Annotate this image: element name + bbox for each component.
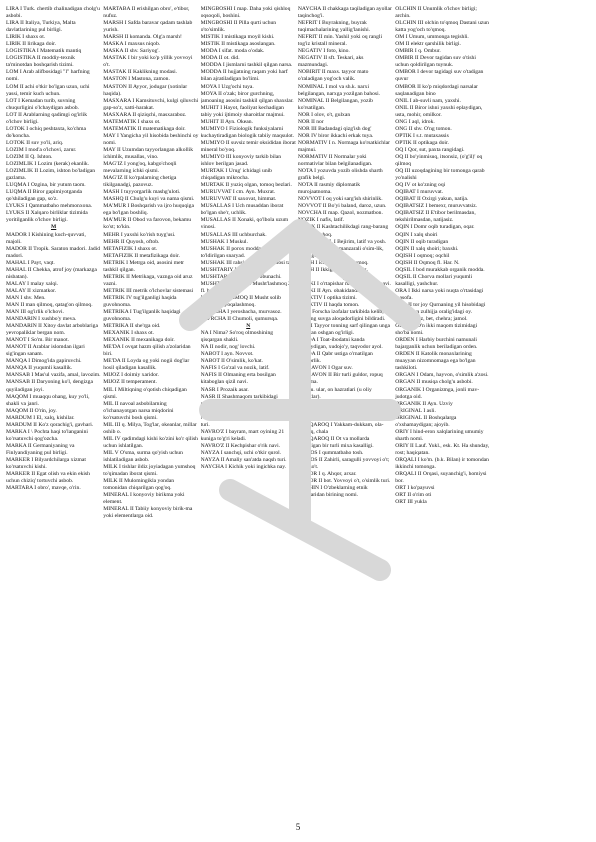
dictionary-entry: MASXARA I Kamsituvchi, kulgi qiluvchi gap-so'z, xatti-harakat. xyxy=(103,97,199,111)
column-1 xyxy=(6,6,103,818)
dictionary-entry: OQSIL II Chorva mollari yuqumli kasalligi, yashchur. xyxy=(395,273,473,287)
dictionary-entry: MUSHAK I Muskul. xyxy=(200,238,248,245)
dictionary-entry: ONG II shv. O'ng tomon. xyxy=(395,125,452,132)
dictionary-entry: MISTIK I mistikaga moyil kishi. xyxy=(200,34,275,41)
dictionary-entry: OLMOS I qummatbaho tosh. xyxy=(297,449,364,456)
dictionary-entry: NOZIK II Kashtachilikdagi rang-barang nafis munchoq. xyxy=(297,224,389,238)
dictionary-entry: ORAZ II O'n ikki maqom tizimidagi sho'ba nomi. xyxy=(395,323,478,337)
dictionary-entry: NAVO I Kuy, ohang, xonish. xyxy=(200,407,266,414)
dictionary-entry: ONIL II Biror ishni yaxshi eplaydigan, usta, mohir, omilkor. xyxy=(395,104,483,118)
dictionary-entry: OMBOR I devor tagidagi suv o'tadigan quvur xyxy=(395,69,484,83)
dictionary-entry: MUSHAK III rahsiztang uchi to'mosi tan. xyxy=(200,259,295,266)
dictionary-entry: OQ III uzoqdagining bir tomonga qarab yo'nalishi xyxy=(395,168,485,182)
dictionary-entry: MARKER I Bilyardchilarga xizmat ko'rsatuvchi kishi. xyxy=(6,457,86,471)
dictionary-entry: OQIN I xalq shoiri xyxy=(395,231,438,238)
dictionary-entry: MIL III q. Milya, Tog'lar, okeanlar, millar oshib o. xyxy=(103,421,197,435)
dictionary-entry: MAHAL I Payt, vaqt. xyxy=(6,259,55,266)
dictionary-entry: MAY I Yangicha yil hisobida beshinchi oy nomi. xyxy=(103,132,199,146)
dictionary-entry: NOVVOT I oq yoki sarg'ish shirinlik. xyxy=(297,196,383,203)
dictionary-entry: OQIN II xalq shoiri; baxshi. xyxy=(395,245,459,252)
dictionary-entry: MANOT I So'm. Bir manot. xyxy=(6,337,70,344)
dictionary-entry: METRIK I Metrga oid, asosini metr tashkil qilgan. xyxy=(103,259,184,273)
dictionary-entry: ORA II tor joy Qurnaning yil hisobidagi shavvol va zulhijja oralig'idagi oy. xyxy=(395,301,486,316)
dictionary-entry: MAY II Uzumdan tayyorlangan alkollik ichimlik, musallas, vino. xyxy=(103,146,193,160)
dictionary-entry: NORMATIV II Normalar yoki normativlar bilan belgilanadigan. xyxy=(297,153,373,168)
dictionary-entry: MARSH I Safda baravar qadam tashlab yurish. xyxy=(103,20,193,34)
dictionary-entry: NO'SH II Ikkiga ekilgan poyiz. xyxy=(297,266,369,273)
dictionary-entry: MILK I tishlar ildiz joyiadagan yumshoq to'qimadan iborat qismi. xyxy=(103,464,196,478)
dictionary-entry: OLCHIN III olchin to'qmoq Dastani uzun katta yog'och to'qmoq. xyxy=(395,20,489,34)
dictionary-entry: LOT I Kemadan turib, suvning chuqurligini o'lchaydigan asbob. xyxy=(6,97,79,111)
dictionary-entry: OM II elektr qarshilik birligi. xyxy=(395,41,461,48)
dictionary-entry: NOVCHA II map. Qazol, nozmatbon. xyxy=(297,210,383,217)
dictionary-entry: LIRA II Italiya, Turkiya, Malta davlatlarining pul birligi. xyxy=(6,20,76,34)
dictionary-entry: ORAZ I yuz, bet, chehra; jamol. xyxy=(395,316,468,323)
dictionary-entry: METRIK II Metrikaga, vaznga oid aruz vazni. xyxy=(103,273,193,287)
dictionary-entry: MIL IV qadimdagi kishi ko'zini ko'r qilish uchun ishlatilgan. xyxy=(103,435,198,449)
dictionary-entry: OPTIK II optikaga doir. xyxy=(395,139,449,146)
dictionary-entry: MUSALLAS III uchburchak. xyxy=(200,231,267,238)
dictionary-entry: METRIK IV tug'ilganligi haqida guvohnoma. xyxy=(103,294,177,308)
page-number: 5 xyxy=(295,822,301,832)
dictionary-entry: MINGBOSHI I map. Daha yoki qishloq oqsoqoli, boshini. xyxy=(200,6,291,20)
dictionary-entry: OQ IV ot ko'zning oqi xyxy=(395,182,446,189)
dictionary-entry: MO'RCHA II Chumoli, qumursqa. xyxy=(200,316,279,323)
dictionary-entry: METAFIZIK II metafizikaga doir. xyxy=(103,252,180,259)
column-2 xyxy=(103,6,200,818)
dictionary-entry: NAVO II shv. Yarim yoy shaklidagi bezak turi. xyxy=(200,414,295,428)
dictionary-entry: METRIK III metrik o'lchovlar sistemasi xyxy=(103,287,194,294)
dictionary-entry: ORT III yukla xyxy=(395,499,427,506)
dictionary-entry: NA II nodir, nog' lovchi. xyxy=(200,344,256,351)
dictionary-entry: METRIKA I Tug'ilganlik haqidagi guvohnoma. xyxy=(103,309,181,323)
dictionary-entry: MUHIT I Hayot, faoliyat kechadigan tabiy yoki ijtimoiy sharoitlar majmui. xyxy=(200,104,285,118)
dictionary-entry: OBIDA I Toat-ibodatni kanda qilmaydigan, xudojo'y, taqvodor ayol. xyxy=(297,337,383,351)
dictionary-entry: MUSHAK II porox moddasi bilan to'ldirilgan snaryad. xyxy=(200,245,278,259)
dictionary-entry: LUQMA I Ozgina, bir yutum taom. xyxy=(6,182,86,189)
dictionary-page xyxy=(6,6,590,818)
letter-heading: O xyxy=(343,273,348,280)
dictionary-entry: OQIN II oqib turadigan xyxy=(395,238,449,245)
dictionary-entry: MARKA II Germaniyaning va Finlyandiyaning pul birligi. xyxy=(6,442,75,456)
dictionary-entry: MUMIYO II suvsiz temir oksididan iborat mineral bo'yoq. xyxy=(200,139,296,153)
dictionary-entry: MANQA II yuqumli kasallik. xyxy=(6,365,73,372)
dictionary-entry: OBIRAVON I Ogar suv. xyxy=(297,365,353,372)
dictionary-entry: OMBIR II Devor tagidan suv o'tishi uchun qoldirilgan tuynuk. xyxy=(395,55,476,69)
dictionary-entry: NOR IV biror ikkachi erkak tuya. xyxy=(297,132,374,139)
dictionary-entry: ORQALI II Orqasi, suyanchig'i, homiysi bor. xyxy=(395,471,487,485)
dictionary-entry: MARDUM I El, xalq, kishilar. xyxy=(6,414,75,421)
dictionary-entry: OQ I Qor, sut, paxta rangidagi. xyxy=(395,146,465,153)
dictionary-entry: MURUVVAT I cm. Ayn. Muxrat. xyxy=(200,189,276,196)
dictionary-entry: OQISH II Oqmoq fl. Har. N. xyxy=(395,259,460,266)
dictionary-entry: OBIRAVON II Bir turli guldor, ropuq gazlama. xyxy=(297,372,383,386)
column-4 xyxy=(298,6,395,818)
dictionary-entry: NOMINAL I mol va sh.k. narxi belgilangan, narxga yozilgan bahosi. xyxy=(297,83,381,97)
dictionary-entry: NOZIKNIHOL I Bejirim, latif va yosh. xyxy=(297,238,387,245)
dictionary-entry: OBIDA II Qabr ustiga o'rnatilgan yodgorlik. xyxy=(297,351,373,365)
dictionary-entry: MAN I shv. Men. xyxy=(6,294,46,301)
dictionary-entry: MUSALLAS II Xonaki, qo'lbola uzum vinosi. xyxy=(200,217,289,231)
dictionary-entry: NOBIRIT II maxs. tayyor mato o'raladigan yog'och valik. xyxy=(297,69,369,83)
dictionary-entry: MURUVVAT II saxovat, himmat. xyxy=(200,196,277,203)
dictionary-entry: MEHR I yaxshi ko'rish tuyg'usi. xyxy=(103,231,176,238)
dictionary-entry: MASTAK II Kaklikning modasi. xyxy=(103,69,178,76)
dictionary-entry: OQISH I oqmoq; oqchil xyxy=(395,252,450,259)
dictionary-entry: MINERAL I konyoviy birikma yoki element. xyxy=(103,492,185,506)
dictionary-entry: OBEKTIV I optika tizimi. xyxy=(297,294,357,301)
dictionary-entry: OBAKI I o'rtapishar mahalliy uzum navi. xyxy=(297,280,391,287)
dictionary-entry: MEXANIK II mexanikaga doir. xyxy=(103,337,175,344)
column-3 xyxy=(201,6,298,818)
dictionary-entry: ME'DA I ovqat hazm qilish a'zolaridan biri. xyxy=(103,344,191,358)
dictionary-entry: NASR II Shashmaqom tarkibidagi maqomlarning ashula bo'limi. xyxy=(200,393,278,407)
letter-heading: M xyxy=(51,224,57,231)
dictionary-entry: MATEMATIK I shaxs ot. xyxy=(103,118,161,125)
dictionary-entry: NAYCHA II chakkaga taqiladigan ayollar taqinchog'i. xyxy=(297,6,392,20)
dictionary-entry: NOR I olov, o't, gulxan xyxy=(297,111,351,118)
dictionary-entry: MA'MUR I Boshqarish va ijro huquqiga ega bo'lgan boshliq. xyxy=(103,203,194,217)
dictionary-entry: MAQOM II O'rin, joy. xyxy=(6,407,57,414)
dictionary-entry: MAN III og'irlik o'lchovi. xyxy=(6,309,64,316)
dictionary-entry: ORT I ko'payuvsi xyxy=(395,485,435,492)
dictionary-entry: MANQA I Dimog'ida gapiruvchi. xyxy=(6,358,82,365)
dictionary-entry: MILK II Mulomingikla yondan tomonidan chiqarilgan qog'oq. xyxy=(103,478,174,492)
dictionary-entry: OBEKTIV II haqda tomon. xyxy=(297,301,360,308)
dictionary-entry: ORDEN II Katolik monaxlarining muayyan nizomnomaga ega bo'lgan tashkiloti. xyxy=(395,351,476,372)
dictionary-entry: LOZIMLIK II Lozim, ishton bo'ladigan gazlama. xyxy=(6,168,96,182)
dictionary-entry: OH II Quyoshiz zamon, lahza, payt. xyxy=(297,400,379,407)
dictionary-entry: MASKA I maxsus niqob. xyxy=(103,41,161,48)
dictionary-entry: OQ II bo'yinmisuq, itsonsiz, (o'g'il)' oq qilmoq xyxy=(395,153,483,168)
dictionary-entry: MUHIT II Ayn. Okean. xyxy=(200,118,253,125)
dictionary-entry: ORGANIK I Organizmga, jonli mav-judotga oid. xyxy=(395,386,480,400)
dictionary-entry: MANSAB I Mas'ul vazifa, amal, lavozim. xyxy=(6,372,101,379)
dictionary-entry: NOTA I yozuvda yozib olishda sharth grafik belgi. xyxy=(297,168,383,182)
dictionary-entry: MADOR I Kishining kuch-quvvati, majoli. xyxy=(6,231,86,245)
dictionary-entry: LOTOK II suv yo'li, ariq. xyxy=(6,139,64,146)
dictionary-entry: MIL II navoal asbobilarning o'lchanayotgan narsa miqdorini ko'rsatuvchi bosh qismi. xyxy=(103,400,174,421)
dictionary-entry: NABOT I ayn. Novvot. xyxy=(200,351,254,358)
dictionary-entry: MODA I sifat. moda o'odak. xyxy=(200,48,265,55)
dictionary-entry: OLAQAROQ II Ot va mollarda bo'ladigan bir turli mixa kasalligi. xyxy=(297,435,374,449)
dictionary-entry: MALAY II xizmatkor. xyxy=(6,287,57,294)
dictionary-entry: ORGAN II musiqa cholg'u asbobi. xyxy=(395,379,473,386)
dictionary-entry: MANSAB II Daryoning ko'l, dengizga quyiladigan joyi. xyxy=(6,379,93,393)
dictionary-entry: MALAY I malay xalqi. xyxy=(6,280,59,287)
dictionary-entry: OMBOR II ko'p miqdordagi narsalar saqlanadigan binо xyxy=(395,83,478,97)
dictionary-entry: ONIL I ab-suvli nam, yaxshi. xyxy=(395,97,461,104)
dictionary-entry: MISTIK II mistikaga asoslangan. xyxy=(200,41,276,48)
dictionary-entry: OL II qo'l bilan tutmoq, ixtiyoriga olmoq xyxy=(297,414,390,421)
dictionary-entry: NOR II nor xyxy=(297,118,324,125)
dictionary-entry: MIJOZ II temperament. xyxy=(103,379,157,386)
dictionary-entry: OLMOS II Zahirli, saragulli yovvoyi o't; olmoso't. xyxy=(297,457,390,471)
dictionary-entry: NA I Nima? So'roq olmoshining qisqargan shakli. xyxy=(200,330,274,344)
dictionary-entry: MARKER II Egat olish va ekin ekish uchun chiziq' tortuvchi asbob. xyxy=(6,471,90,485)
dictionary-entry: LYUKS II Xalqaro birliklar tizimida yoritilganlik o'lchov birligi. xyxy=(6,210,88,224)
dictionary-entry: MOYA II o'zak; biror gurchning, jamoaning asosini tashkil qilgan shaxslar. xyxy=(200,90,294,104)
dictionary-entry: MO'RCHA I yerosbacha, murvasoz. xyxy=(200,309,282,316)
dictionary-entry: MASTON I Mastona, zamon. xyxy=(103,76,170,83)
dictionary-entry: NOVVOT II Bo'yi baland, daroz, uzun. xyxy=(297,203,387,210)
dictionary-entry: MAQOM I muaqqu ohang, kuy yo'li, shakli va janri. xyxy=(6,393,90,407)
dictionary-entry: OBI II Tayyor tonning sarf qilingan unga nisbatan oshgan og'irligi. xyxy=(297,323,390,337)
dictionary-entry: MURTAK I Urug' ichidagi unib chiqadigan mikrocha. xyxy=(200,168,272,182)
dictionary-entry: NAFIS I Go'zal va nozik, latif. xyxy=(200,365,270,372)
dictionary-entry: LUQMA II Biror gapimiyotganda qo'shiladigan gap, so'z. xyxy=(6,189,82,203)
dictionary-entry: ORDEN I Harbiy burchini namunali bajarganlik uchun beriladigan orden. xyxy=(395,337,478,351)
dictionary-entry: MOYA I Uzg'ochi tuya. xyxy=(200,83,254,90)
dictionary-entry: METRIKA II she'rga oid. xyxy=(103,323,161,330)
dictionary-entry: ME'DA II Loyda og yoki nogii dog'lar hosil qiladigan kasallik. xyxy=(103,358,190,372)
dictionary-entry: NEFRIT I Buyrakning, buyrak tuqimachalarining yallig'lanishi. xyxy=(297,20,371,34)
dictionary-entry: OLAQAROQ I Yakkam-dukkam, ola-quyraq, chala xyxy=(297,421,384,435)
dictionary-entry: MASTAK I bir yoki ko'p yillik yovvoyi o't. xyxy=(103,55,193,69)
dictionary-entry: NOTA II rasmiy diplomatik murojaatnoma. xyxy=(297,182,361,196)
dictionary-entry: NAVRO'Z II Kechpishar o'rik navi. xyxy=(200,442,281,449)
dictionary-entry: NOZIK I nafis, latif. xyxy=(297,217,345,224)
dictionary-entry: MARTABA I obro', mavqe, o'rin. xyxy=(6,485,81,492)
dictionary-entry: MODA II ot. did. xyxy=(200,55,240,62)
dictionary-entry: MODDA II hujjatning raqam yoki harf bilan ajratiladigan bo'limi. xyxy=(200,69,288,83)
dictionary-entry: LOZIMLIK I Lozim (kerak) ekanlik. xyxy=(6,161,90,168)
dictionary-entry: METAFIZIK I shaxs ot. xyxy=(103,245,158,252)
dictionary-entry: MASH I tuyyorgarlik mashg'uloti. xyxy=(103,189,181,196)
dictionary-entry: LOZIM I mod'a o'lchovi, zarur. xyxy=(6,146,77,153)
dictionary-entry: LOM I Arab alifbosidagi "l" harfning nomi. xyxy=(6,69,90,83)
dictionary-entry: MAHAL II Chekka, atrof joy (markazga nisbatan). xyxy=(6,266,97,280)
dictionary-entry: MASHQ II Chulg'u kuyi va nama qismi. xyxy=(103,196,195,203)
dictionary-entry: NEGATIV I foto, kino. xyxy=(297,48,350,55)
dictionary-entry: ONG I aql, idrok. xyxy=(395,118,435,125)
dictionary-entry: OLCHIN II Unumlik o'lchov birligi; archin. xyxy=(395,6,477,20)
dictionary-entry: MASXARA II qiziqchi, masxarabоz. xyxy=(103,111,187,118)
dictionary-entry: OQIBATSIZ II E'tibor berilmasdan, tekshirilmasdan, natijasiz. xyxy=(395,210,476,224)
dictionary-entry: MUMIYO I Fiziologik funksiyalarni kuchaytiradigan biologik tabiiy maqsulot. xyxy=(200,125,295,139)
dictionary-entry: MADOR II Tropik. Saraton madori. Jadid madori. xyxy=(6,245,101,259)
dictionary-entry: NAYZA II Amaliy san'atda naqsh turi. xyxy=(200,457,287,463)
dictionary-entry: MATEMATIK II matematikaga doir. xyxy=(103,125,186,132)
dictionary-entry: ORIY II Lauf. Yukl., esk. Kt. Ha shunday, rost; haqiqatan. xyxy=(395,442,490,456)
column-5 xyxy=(395,6,492,818)
dictionary-entry: ORGANIK II Ayn. Uzviy xyxy=(395,400,453,407)
dictionary-entry: MASKA II shv. Sariyog'. xyxy=(103,48,160,55)
dictionary-entry: OBI I Forscha izofalar tarkibida kelib, so'zning suvga aloqadorligini bildiradi. xyxy=(297,309,386,323)
dictionary-entry: MANDARIN II Xitoy davlat arboblariga yevropaliklar bergan nom. xyxy=(6,323,98,337)
dictionary-entry: ORIGINAL II Boshqalarga o'xshamaydigan; ajoyib. xyxy=(395,414,457,428)
dictionary-entry: MINERAL II Tabiiy konyoviy birik-ma yoki elementlarga oid. xyxy=(103,506,193,520)
dictionary-entry: OQIBAT II Oxirgi yakun, natija. xyxy=(395,196,469,203)
dictionary-entry: OLCHIN I O'zbeklarning etnik urug'laridan birining nomi. xyxy=(297,485,368,499)
dictionary-entry: LOGISTIKA II moddiy-texnik ta'minotdan boshqarish tizimi. xyxy=(6,55,75,69)
dictionary-entry: MUSHTLASHMOQ II Musht solib urishmoq, yoqalashmoq. xyxy=(200,294,281,308)
dictionary-entry: NAFIS II Olmaning erta bosilgan kitaboglan qizil navi. xyxy=(200,372,276,386)
dictionary-entry: LIRA I Turk. chertib chalinadigan cholg'u asbobi. xyxy=(6,6,100,20)
dictionary-entry: MAG'IZ I yong'oq, kabgo'choqli mevalarning ichki qismi. xyxy=(103,161,177,175)
dictionary-entry: MA'MUR II Obod va farovon, bekamu ko'st; to'kin. xyxy=(103,217,191,231)
dictionary-entry: OBAKI II Ayn. obakidandon. xyxy=(297,287,365,294)
dictionary-entry: ORA I Ikki narsa yoki nuqta o'rtasidagi masofa. xyxy=(395,287,484,301)
dictionary-entry: LOTOK I ochiq peshtaxta, ko'chma do'koncha. xyxy=(6,125,86,139)
dictionary-entry: LOZIM II Q. Ishton. xyxy=(6,153,53,160)
dictionary-entry: MUMIYO III konyoviy tarkib bilan ishlov berilgan jasad. xyxy=(200,153,282,168)
dictionary-entry: LOGISTIKA I Matematik mantiq xyxy=(6,48,82,55)
dictionary-entry: LIRIK I shaxs ot. xyxy=(6,34,46,41)
dictionary-entry: MASTON II Ayyor, jodugar (xotinlar haqida). xyxy=(103,83,188,97)
dictionary-entry: MARSH II komanda. Olg'a marsh! xyxy=(103,34,182,41)
dictionary-entry: MEHR II Quyosh, oftob. xyxy=(103,238,160,245)
dictionary-entry: NAYZA I sanchqi, uchi o'tkir qurol. xyxy=(200,449,282,456)
dictionary-entry: MINGBOSHI II Pilla qurti uchun o'to'simlik. xyxy=(200,20,277,34)
dictionary-entry: MIL I Miltiqning o'qotish chiqadigan qismi. xyxy=(103,386,187,400)
dictionary-entry: NAYCHA I Kichik yoki ingichka nay. xyxy=(200,464,287,471)
dictionary-entry: NEGATIV II sft. Teskari, aks mazmundagi. xyxy=(297,55,364,69)
dictionary-entry: OQIBATSIZ I bemexr, muruvvatsiz. xyxy=(395,203,478,210)
dictionary-entry: MUSHTARIY I Ayn. Yupiter. xyxy=(200,266,267,273)
dictionary-entry: NABOT II O'simlik, ko'kat. xyxy=(200,358,263,365)
dictionary-entry: OMBIR I q. Ombur. xyxy=(395,48,441,55)
dictionary-entry: LIRIK II lirikaga doir. xyxy=(6,41,57,48)
dictionary-entry: ORQALI I ko'm. (b.k. Bilan) ir tomondan ikkinchi tomonga. xyxy=(395,457,489,471)
dictionary-entry: MARTABA II erishilgan obro', e'tibor, nufuz. xyxy=(103,6,190,20)
dictionary-entry: NO'SH I ichish, no'sh aylamoq. xyxy=(297,259,369,266)
dictionary-entry: NAVRO'Z I bayram, mart oyining 21 kuniga to'g'ri keladi. xyxy=(200,428,285,442)
dictionary-entry: MUSHTLASHMOQ I Musht'lashmoq 2 fl. bg. N. xyxy=(200,280,291,294)
dictionary-entry: OPTIK I s.t. mutaxassis xyxy=(395,132,449,139)
dictionary-entry: NOZIKNIHOL II manzarali o'sim-lik, ekma gul turi. xyxy=(297,245,384,259)
dictionary-entry: LOM II achi o'tkir bo'lgan uzun, uchi yassi, temir kuch uchun. xyxy=(6,83,90,97)
dictionary-entry: ORIY I hind-eron xalqlarining umumiy sharth nomi. xyxy=(395,428,484,442)
dictionary-entry: MUSHTARIY II Xaridor, obunachi. xyxy=(200,273,282,280)
dictionary-entry: OLQOR I q. Ahqor, arxar. xyxy=(297,471,357,478)
dictionary-entry: MEXANIK I shaxs ot. xyxy=(103,330,154,337)
dictionary-entry: MAN II man qilmoq, qatag'on qilmoq. xyxy=(6,301,93,308)
dictionary-entry: OL I qizil rangning turi xyxy=(297,407,351,414)
dictionary-entry: MANOT II Arablar islomdan ilgari sig'ingan sanam. xyxy=(6,344,85,358)
dictionary-entry: OQIN I Domr oqib turadigan, oqar. xyxy=(395,224,475,231)
dictionary-entry: OQSIL I bod murakkab organik modda. xyxy=(395,266,485,273)
dictionary-entry: NOMINAL II Belgilangan, yozib ko'rsatilgan. xyxy=(297,97,373,111)
dictionary-entry: NASR I Prozaik asar. xyxy=(200,386,249,393)
dictionary-entry: MANDARIN I xushbo'y meva. xyxy=(6,316,77,323)
dictionary-entry: MUSALLAS I Uch musaddan iborat bo'lgan she'r, uchlik. xyxy=(200,203,284,217)
dictionary-entry: ORGAN I Odam, hayvon, o'simlik a'zosi. xyxy=(395,372,489,379)
dictionary-entry: LOT II Arablarning qadimgi og'irlik o'lchov birligi. xyxy=(6,111,88,125)
letter-heading: N xyxy=(246,323,251,330)
dictionary-entry: ORT II o'rim oti xyxy=(395,492,432,499)
dictionary-entry: MODDA I jismlarni tashkil qilgan narsa. xyxy=(200,62,293,69)
dictionary-entry: OM I Umum, ummonga tegishli. xyxy=(395,34,469,41)
dictionary-entry: ORIGINAL I asli. xyxy=(395,407,436,414)
dictionary-entry: MURTAK II yuziq olgan, tomoq bezlari. xyxy=(200,182,292,189)
dictionary-entry: OLQOR II bot. Yovvoyi o't, o'simlik turi. xyxy=(297,478,391,485)
dictionary-entry: OQIBAT I muruvvat. xyxy=(395,189,444,196)
dictionary-entry: MIL V O'sma, surma qo'yish uchun ishlatiladigan asbob. xyxy=(103,449,183,463)
dictionary-entry: MARKA I \ Pochta haqi to'langanini ko'rsatuvchi qog'ozcha. xyxy=(6,428,88,442)
dictionary-entry: MIJOZ I doimiy xaridor. xyxy=(103,372,159,379)
dictionary-entry: NOR III Badandagi qizg'ish dog' xyxy=(297,125,372,132)
dictionary-entry: MAG'IZ II ko'rpalarning chetiga tikilganadgi, pazovuz. xyxy=(103,175,177,189)
dictionary-entry: LYUKS I Qammatbaho mehmonxona. xyxy=(6,203,93,210)
dictionary-entry: NEFRIT II min. Yashil yoki oq rangli tog'iz kristall mineral. xyxy=(297,34,383,48)
dictionary-entry: OH I u. ular, on hazratlari (u oliy hazratlar). xyxy=(297,386,372,400)
dictionary-entry: NORMATIV I n. Normaga ko'rsatkichlar majmui. xyxy=(297,139,390,153)
dictionary-entry: MARDUM II Ko'z qorachig'i, gavhari. xyxy=(6,421,94,428)
